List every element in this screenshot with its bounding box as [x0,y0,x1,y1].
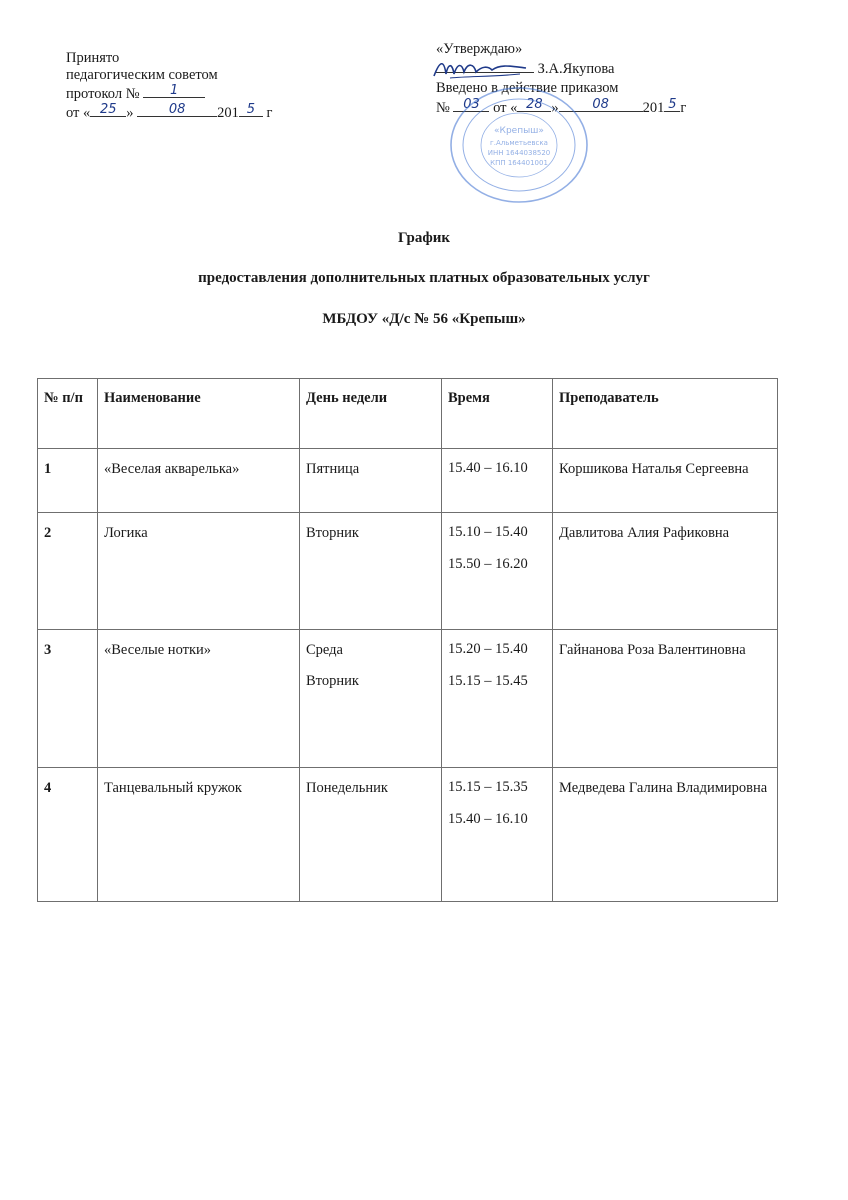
year-handwritten: 5 [246,102,256,117]
header-time: Время [448,390,490,406]
year-blank [239,103,263,117]
stamp-city: г.Альметьевска [490,139,548,147]
row-days [300,768,441,805]
row-time: 15.40 – 16.10 [448,460,528,476]
header-teacher: Преподаватель [559,390,659,406]
order-month-handwritten: 08 [592,97,609,112]
row-time: 15.15 – 15.35 [448,779,528,795]
month-handwritten: 08 [168,102,186,117]
table-row [38,513,778,630]
approval-left-line2: педагогическим советом [66,67,218,83]
header-name: Наименование [104,390,201,406]
order-year-handwritten: 5 [668,97,677,112]
approval-right-line1: «Утверждаю» [436,41,523,57]
row-days [300,513,441,550]
date-open-quote: от « [66,105,91,121]
row-days [300,630,441,698]
day-blank [90,103,126,117]
stamp-inn: ИНН 1644038520 [487,149,551,157]
row-num: 4 [44,780,52,796]
stamp-kpp: КПП 164401001 [490,159,548,167]
protocol-label: протокол № [66,86,140,102]
stamp-name: «Крепыш» [494,126,544,136]
row-time: 15.40 – 16.10 [448,811,528,827]
row-teacher: Гайнанова Роза Валентиновна [559,642,746,658]
row-num: 1 [44,461,52,477]
approval-left-date [66,103,272,122]
table-header-row [38,379,778,449]
signer-name: З.А.Якупова [537,61,615,77]
approval-left-block [66,50,272,122]
row-time: 15.10 – 15.40 [448,524,528,540]
approval-right-line3: Введено в действие приказом [436,80,619,96]
row-day: Вторник [306,525,359,541]
year-prefix: 201 [217,105,239,121]
row-time: 15.20 – 15.40 [448,641,528,657]
institution-name: МБДОУ «Д/с № 56 «Крепыш» [322,311,526,327]
row-times [442,630,552,696]
order-year-suffix: г [680,100,687,116]
order-year-prefix: 201 [642,100,665,116]
row-day: Среда [306,642,343,658]
row-days [300,449,441,486]
row-teacher: Коршикова Наталья Сергеевна [559,461,749,477]
header-num: № п/п [44,390,83,406]
row-times [442,513,552,579]
year-suffix: г [266,105,273,121]
table-row [38,630,778,768]
order-date-close: » [551,100,559,116]
month-blank [137,103,217,117]
row-num: 3 [44,642,52,658]
row-times [442,449,552,483]
document-title: График [397,230,451,246]
stamp-seal-icon [448,85,590,205]
order-label: № [436,100,450,116]
row-times [442,768,552,834]
header-day: День недели [306,390,388,406]
order-date-open: от « [493,100,518,116]
protocol-number-blank [143,84,205,98]
row-name: «Веселая акварелька» [104,461,240,477]
row-name: Логика [104,525,148,541]
approval-left-line1: Принято [66,50,120,66]
row-day: Пятница [306,461,360,477]
row-teacher: Давлитова Алия Рафиковна [559,525,730,541]
date-close-quote: » [126,105,134,121]
row-num: 2 [44,525,52,541]
row-time: 15.15 – 15.45 [448,673,528,689]
table-row [38,768,778,902]
schedule-table [37,378,778,902]
order-day-handwritten: 28 [526,97,543,112]
document-subtitle: предоставления дополнительных платных образовательных услуг [198,270,650,286]
order-number-handwritten: 03 [463,97,480,112]
protocol-number-handwritten: 1 [170,83,179,98]
row-teacher: Медведева Галина Владимировна [559,780,768,796]
row-day: Понедельник [306,780,388,796]
signature-icon [430,56,530,82]
row-time: 15.50 – 16.20 [448,556,528,572]
table-row [38,449,778,513]
row-name: «Веселые нотки» [104,642,212,658]
row-name: Танцевальный кружок [104,780,242,796]
order-year-blank [664,98,680,112]
approval-left-protocol [66,84,272,103]
row-day: Вторник [306,673,359,689]
day-handwritten: 25 [100,102,117,117]
